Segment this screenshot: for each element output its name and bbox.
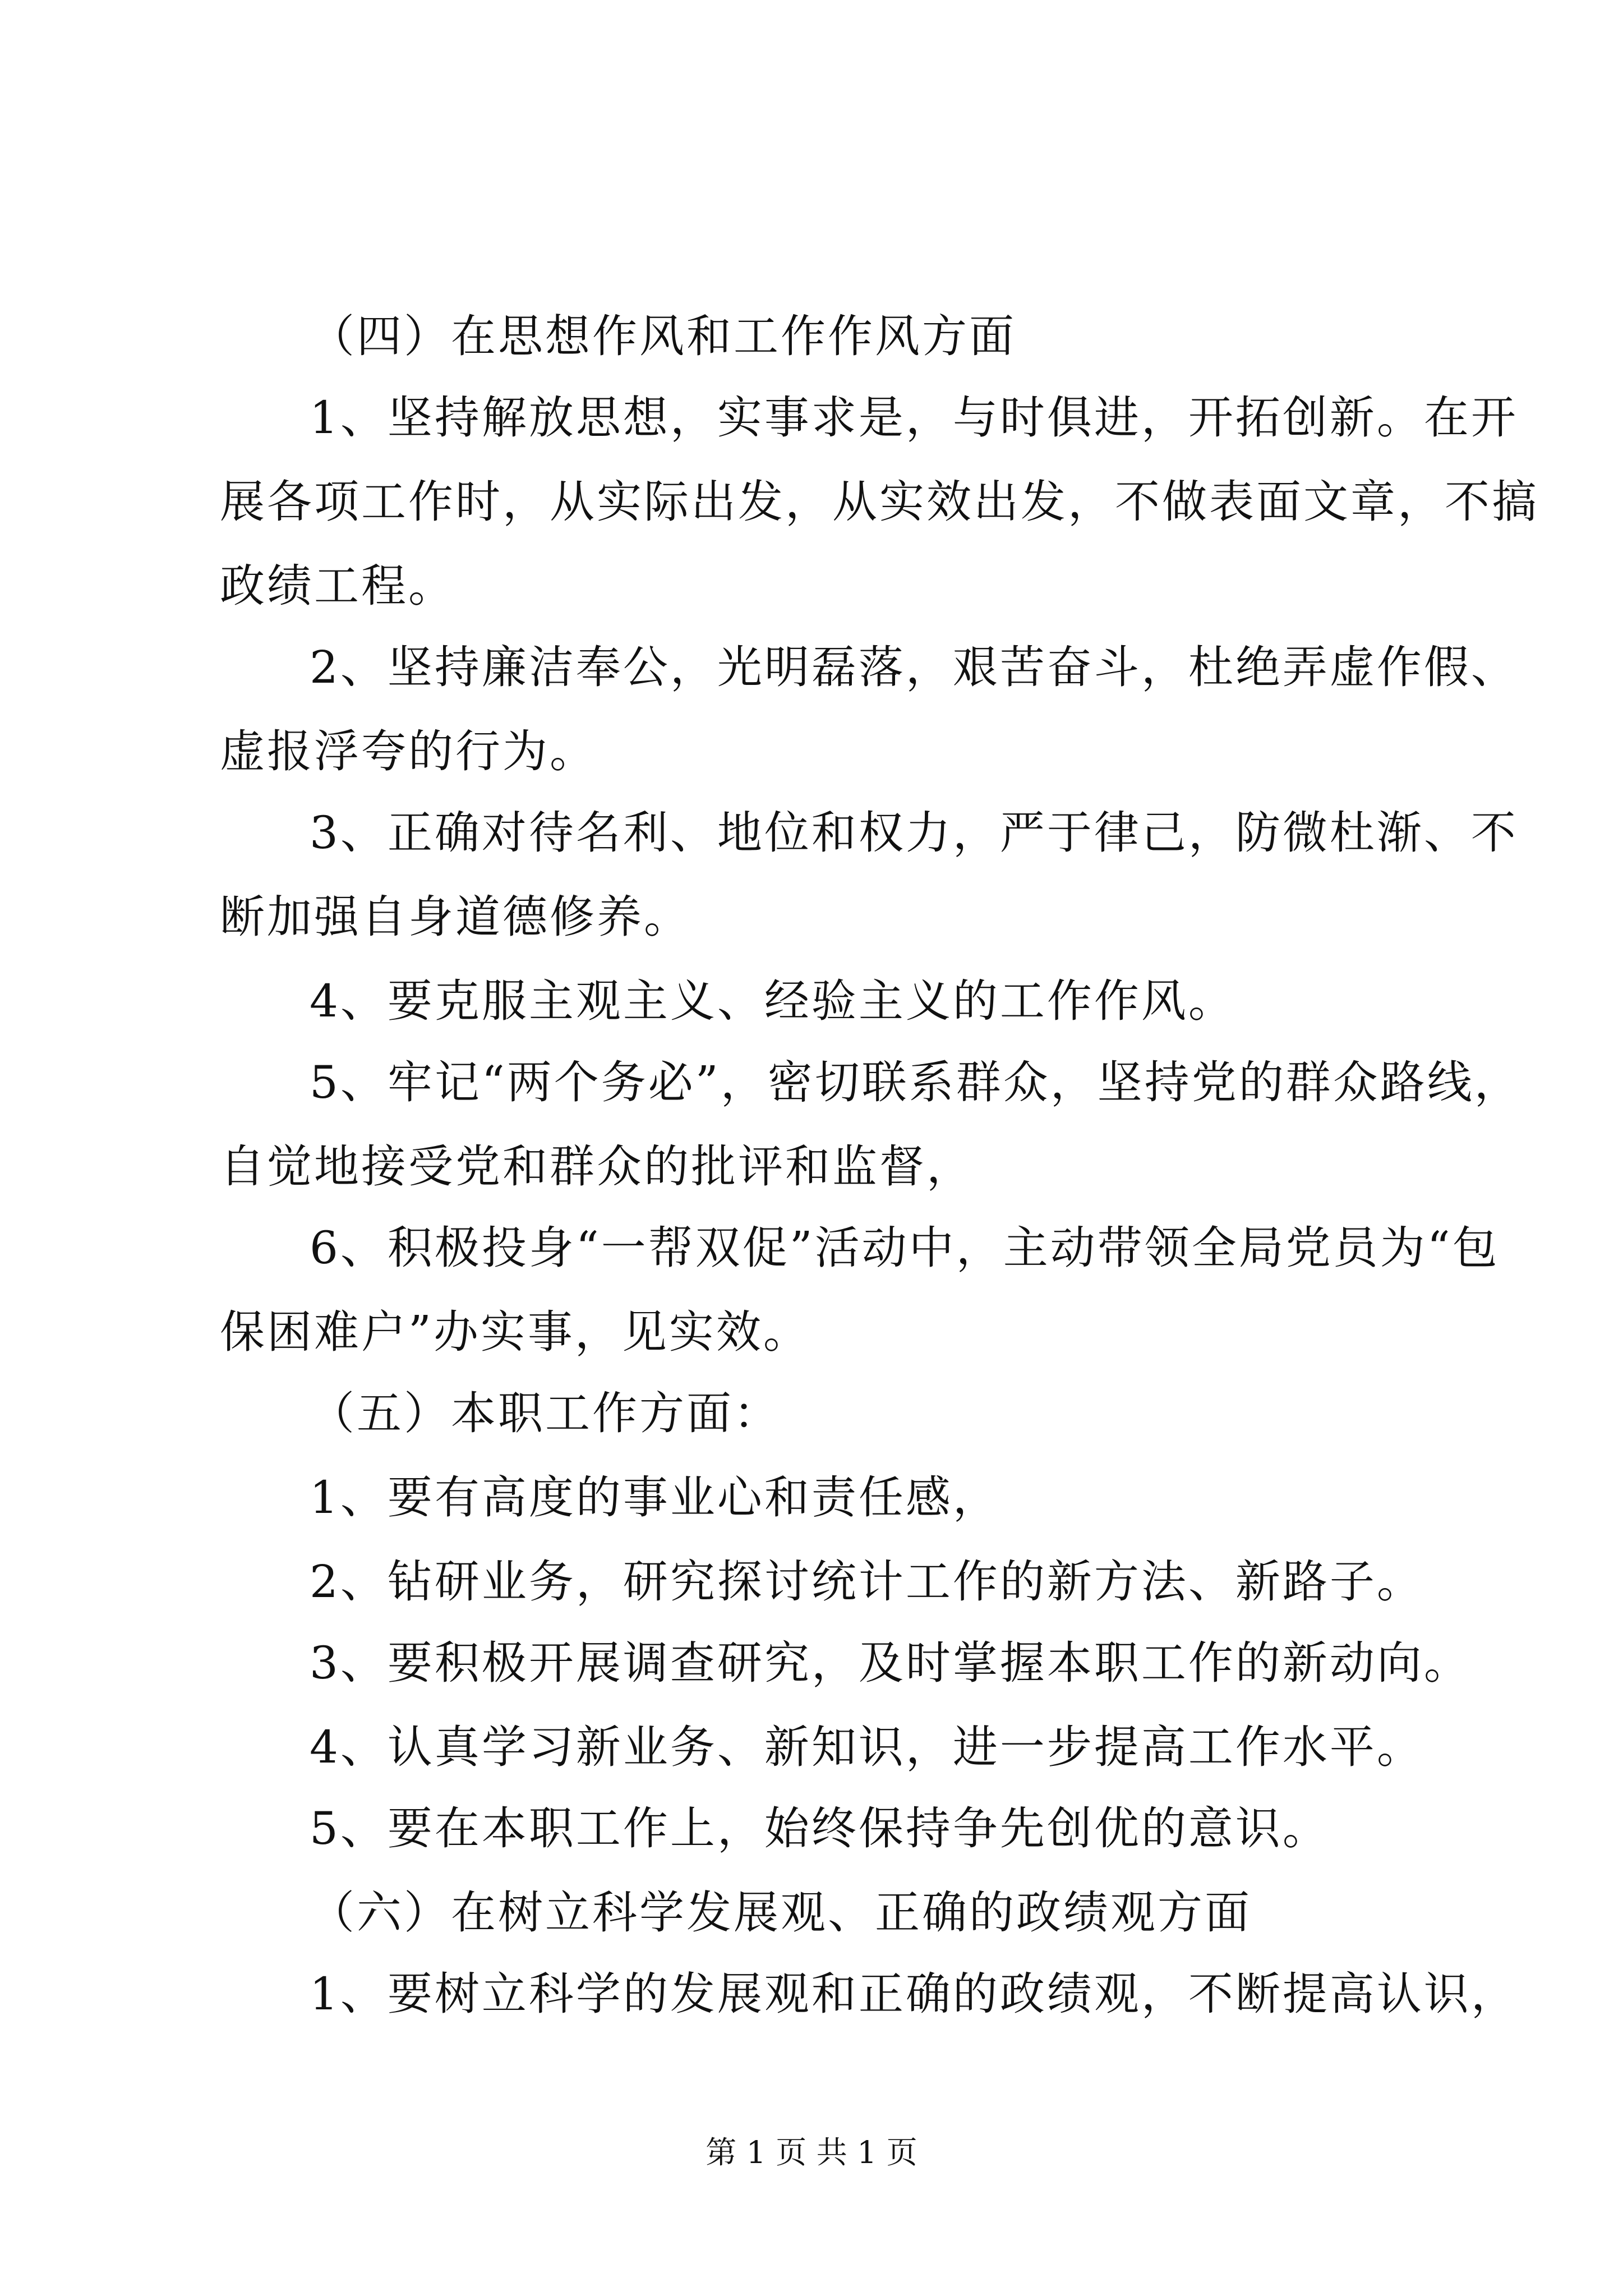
paragraph-line: 1、要树立科学的发展观和正确的政绩观，不断提高认识， bbox=[310, 1968, 1518, 2020]
paragraph-line: 展各项工作时，从实际出发，从实效出发，不做表面文章，不搞 bbox=[220, 476, 1539, 528]
paragraph-line: 4、要克服主观主义、经验主义的工作作风。 bbox=[310, 975, 1235, 1027]
section-heading-5: （五）本职工作方面： bbox=[310, 1387, 781, 1439]
paragraph-line: 1、坚持解放思想，实事求是，与时俱进，开拓创新。在开 bbox=[310, 392, 1518, 444]
paragraph-line: 2、坚持廉洁奉公，光明磊落，艰苦奋斗，杜绝弄虚作假、 bbox=[310, 641, 1518, 693]
paragraph-line: 断加强自身道德修养。 bbox=[220, 891, 691, 943]
paragraph-line: 6、积极投身“一帮双促”活动中，主动带领全局党员为“包 bbox=[310, 1222, 1500, 1274]
paragraph-line: 虚报浮夸的行为。 bbox=[220, 725, 597, 777]
paragraph-line: 3、正确对待名利、地位和权力，严于律己，防微杜渐、不 bbox=[310, 807, 1518, 859]
section-heading-4: （四）在思想作风和工作作风方面 bbox=[310, 310, 1016, 362]
paragraph-line: 5、要在本职工作上，始终保持争先创优的意识。 bbox=[310, 1802, 1330, 1855]
paragraph-line: 2、钻研业务，研究探讨统计工作的新方法、新路子。 bbox=[310, 1556, 1424, 1608]
paragraph-line: 5、牢记“两个务必”，密切联系群众，坚持党的群众路线， bbox=[310, 1056, 1521, 1108]
paragraph-line: 1、要有高度的事业心和责任感， bbox=[310, 1471, 1000, 1524]
paragraph-line: 自觉地接受党和群众的批评和监督， bbox=[220, 1140, 974, 1193]
paragraph-line: 3、要积极开展调查研究，及时掌握本职工作的新动向。 bbox=[310, 1637, 1471, 1689]
paragraph-line: 保困难户”办实事，见实效。 bbox=[220, 1306, 810, 1358]
section-heading-6: （六）在树立科学发展观、正确的政绩观方面 bbox=[310, 1887, 1252, 1939]
paragraph-line: 政绩工程。 bbox=[220, 560, 455, 612]
page-footer: 第 1 页 共 1 页 bbox=[706, 2134, 917, 2170]
paragraph-line: 4、认真学习新业务、新知识，进一步提高工作水平。 bbox=[310, 1721, 1424, 1773]
